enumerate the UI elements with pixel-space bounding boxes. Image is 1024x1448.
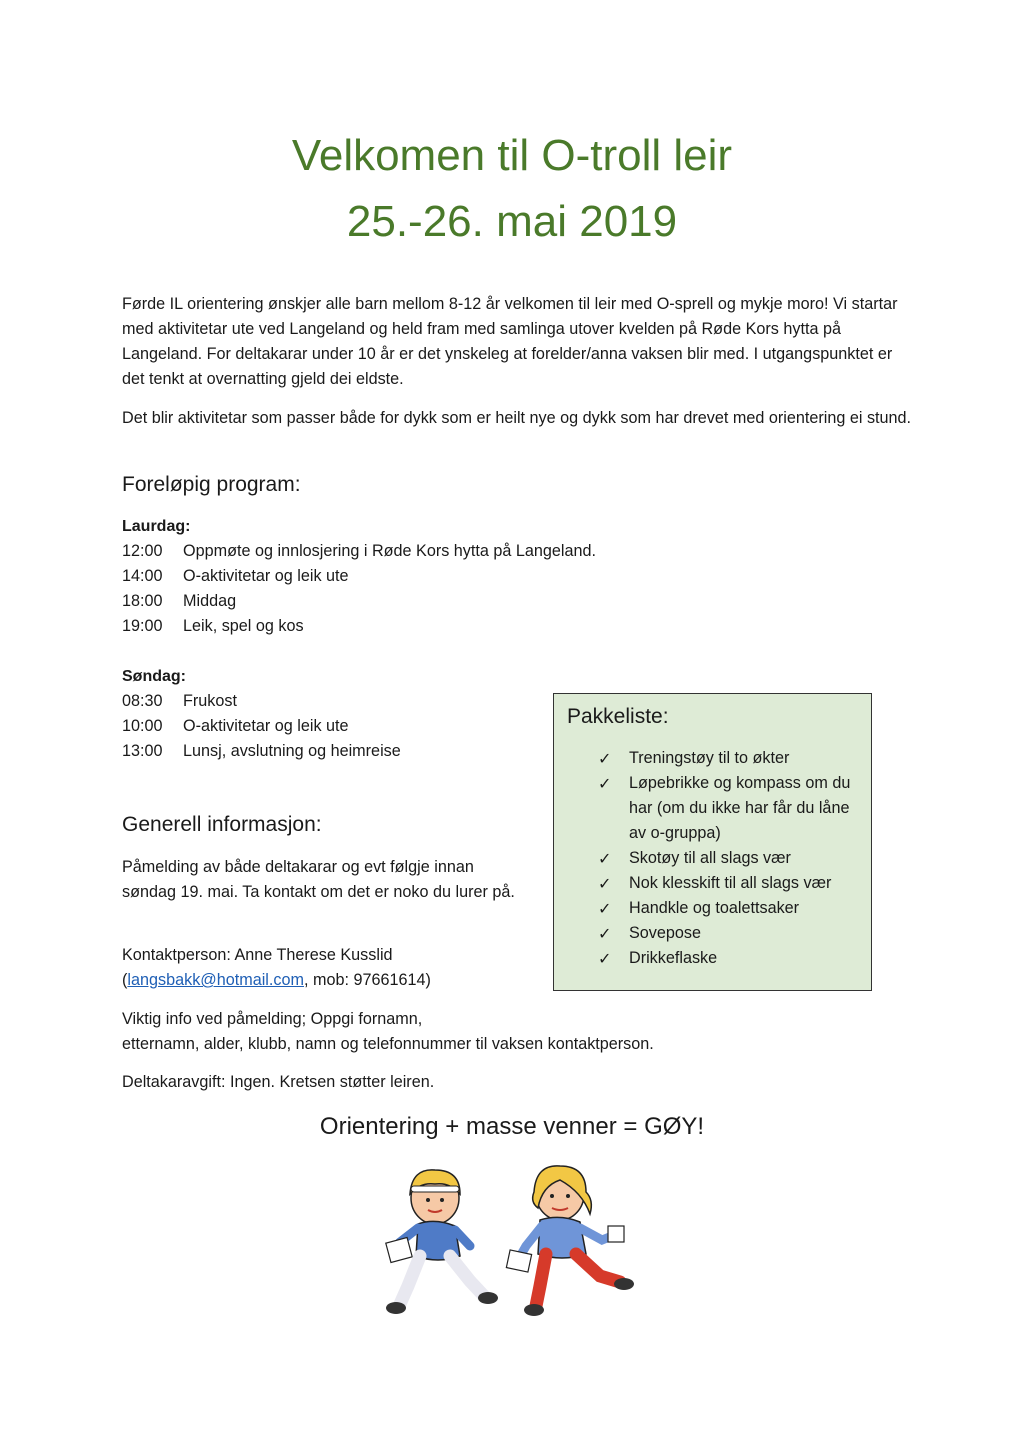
packing-item-text: Handkle og toalettsaker bbox=[629, 899, 800, 917]
schedule-item bbox=[122, 589, 596, 614]
packing-item bbox=[598, 771, 860, 846]
checkmark-icon: ✓ bbox=[598, 749, 612, 768]
schedule-item bbox=[122, 564, 596, 589]
schedule-time: 12:00 bbox=[122, 542, 163, 560]
saturday-label: Laurdag: bbox=[122, 518, 191, 535]
packing-list-box bbox=[553, 693, 872, 991]
info-line-2: etternamn, alder, klubb, namn og telefonnummer til vaksen kontaktperson. bbox=[122, 1035, 654, 1053]
contact-text bbox=[122, 943, 542, 993]
saturday-schedule bbox=[122, 539, 596, 639]
schedule-text: Leik, spel og kos bbox=[183, 617, 304, 635]
contact-phone: , mob: 97661614) bbox=[303, 971, 431, 989]
schedule-time: 08:30 bbox=[122, 692, 163, 710]
packing-item bbox=[598, 946, 860, 971]
checkmark-icon: ✓ bbox=[598, 849, 612, 868]
checkmark-icon: ✓ bbox=[598, 949, 612, 968]
schedule-time: 19:00 bbox=[122, 617, 163, 635]
packing-list bbox=[598, 746, 860, 971]
running-kids-illustration bbox=[380, 1156, 640, 1321]
schedule-item bbox=[122, 539, 596, 564]
schedule-item bbox=[122, 614, 596, 639]
checkmark-icon: ✓ bbox=[598, 774, 612, 793]
girl-figure bbox=[506, 1166, 634, 1316]
schedule-text: O-aktivitetar og leik ute bbox=[183, 567, 349, 585]
packing-item-text: Sovepose bbox=[629, 924, 701, 942]
packing-item bbox=[598, 846, 860, 871]
checkmark-icon: ✓ bbox=[598, 874, 612, 893]
schedule-item bbox=[122, 714, 401, 739]
packing-item bbox=[598, 746, 860, 771]
page-title: Velkomen til O-troll leir bbox=[291, 131, 733, 180]
contact-paren: ( bbox=[122, 971, 128, 989]
intro-paragraph: Førde IL orientering ønskjer alle barn mellom 8-12 år velkomen til leir med O-sprell og mykje moro! Vi startar med aktivitetar ute ved Langeland og held fram med samlinga utover kvelden på Røde Kors hytta på Langeland. For deltakarar under 10 år er det ynskeleg at forelder/anna vaksen blir med. I utgangspunktet er det tenkt at overnatting gjeld dei eldste. bbox=[122, 295, 898, 388]
packing-item bbox=[598, 871, 860, 896]
schedule-time: 18:00 bbox=[122, 592, 163, 610]
schedule-text: Middag bbox=[183, 592, 237, 610]
page-subtitle-date: 25.-26. mai 2019 bbox=[346, 197, 678, 246]
slogan: Orientering + masse venner = GØY! bbox=[319, 1113, 705, 1140]
email-link[interactable]: langsbakk@hotmail.com bbox=[127, 971, 304, 989]
schedule-text: Oppmøte og innlosjering i Røde Kors hytta på Langeland. bbox=[183, 542, 597, 560]
fee-text: Deltakaravgift: Ingen. Kretsen støtter leiren. bbox=[122, 1073, 435, 1091]
packing-item-text: Treningstøy til to økter bbox=[629, 749, 790, 767]
schedule-item bbox=[122, 739, 401, 764]
registration-text: Påmelding av både deltakarar og evt følgje innan søndag 19. mai. Ta kontakt om det er noko du lurer på. bbox=[122, 858, 515, 901]
schedule-text: Lunsj, avslutning og heimreise bbox=[183, 742, 401, 760]
sunday-schedule bbox=[122, 689, 401, 764]
schedule-item bbox=[122, 689, 401, 714]
packing-item-text: Skotøy til all slags vær bbox=[629, 849, 791, 867]
checkmark-icon: ✓ bbox=[598, 899, 612, 918]
packing-item-text: Løpebrikke og kompass om du har (om du ikke har får du låne av o-gruppa) bbox=[629, 774, 851, 842]
boy-figure bbox=[386, 1170, 498, 1314]
schedule-time: 10:00 bbox=[122, 717, 163, 735]
general-info-heading: Generell informasjon: bbox=[122, 813, 322, 836]
info-line-1: Viktig info ved påmelding; Oppgi fornamn, bbox=[122, 1010, 423, 1028]
intro-paragraph-2: Det blir aktivitetar som passer både for dykk som er heilt nye og dykk som har drevet med orientering ei stund. bbox=[122, 409, 912, 427]
contact-person: Kontaktperson: Anne Therese Kusslid bbox=[122, 946, 393, 964]
program-heading: Foreløpig program: bbox=[122, 473, 301, 496]
packing-item-text: Nok klesskift til all slags vær bbox=[629, 874, 832, 892]
schedule-text: Frukost bbox=[183, 692, 237, 710]
schedule-text: O-aktivitetar og leik ute bbox=[183, 717, 349, 735]
checkmark-icon: ✓ bbox=[598, 924, 612, 943]
schedule-time: 13:00 bbox=[122, 742, 163, 760]
sunday-label: Søndag: bbox=[122, 668, 186, 685]
packing-list-title: Pakkeliste: bbox=[567, 705, 669, 728]
registration-info-text bbox=[122, 1007, 742, 1057]
packing-item-text: Drikkeflaske bbox=[629, 949, 718, 967]
packing-item bbox=[598, 921, 860, 946]
packing-item bbox=[598, 896, 860, 921]
schedule-time: 14:00 bbox=[122, 567, 163, 585]
